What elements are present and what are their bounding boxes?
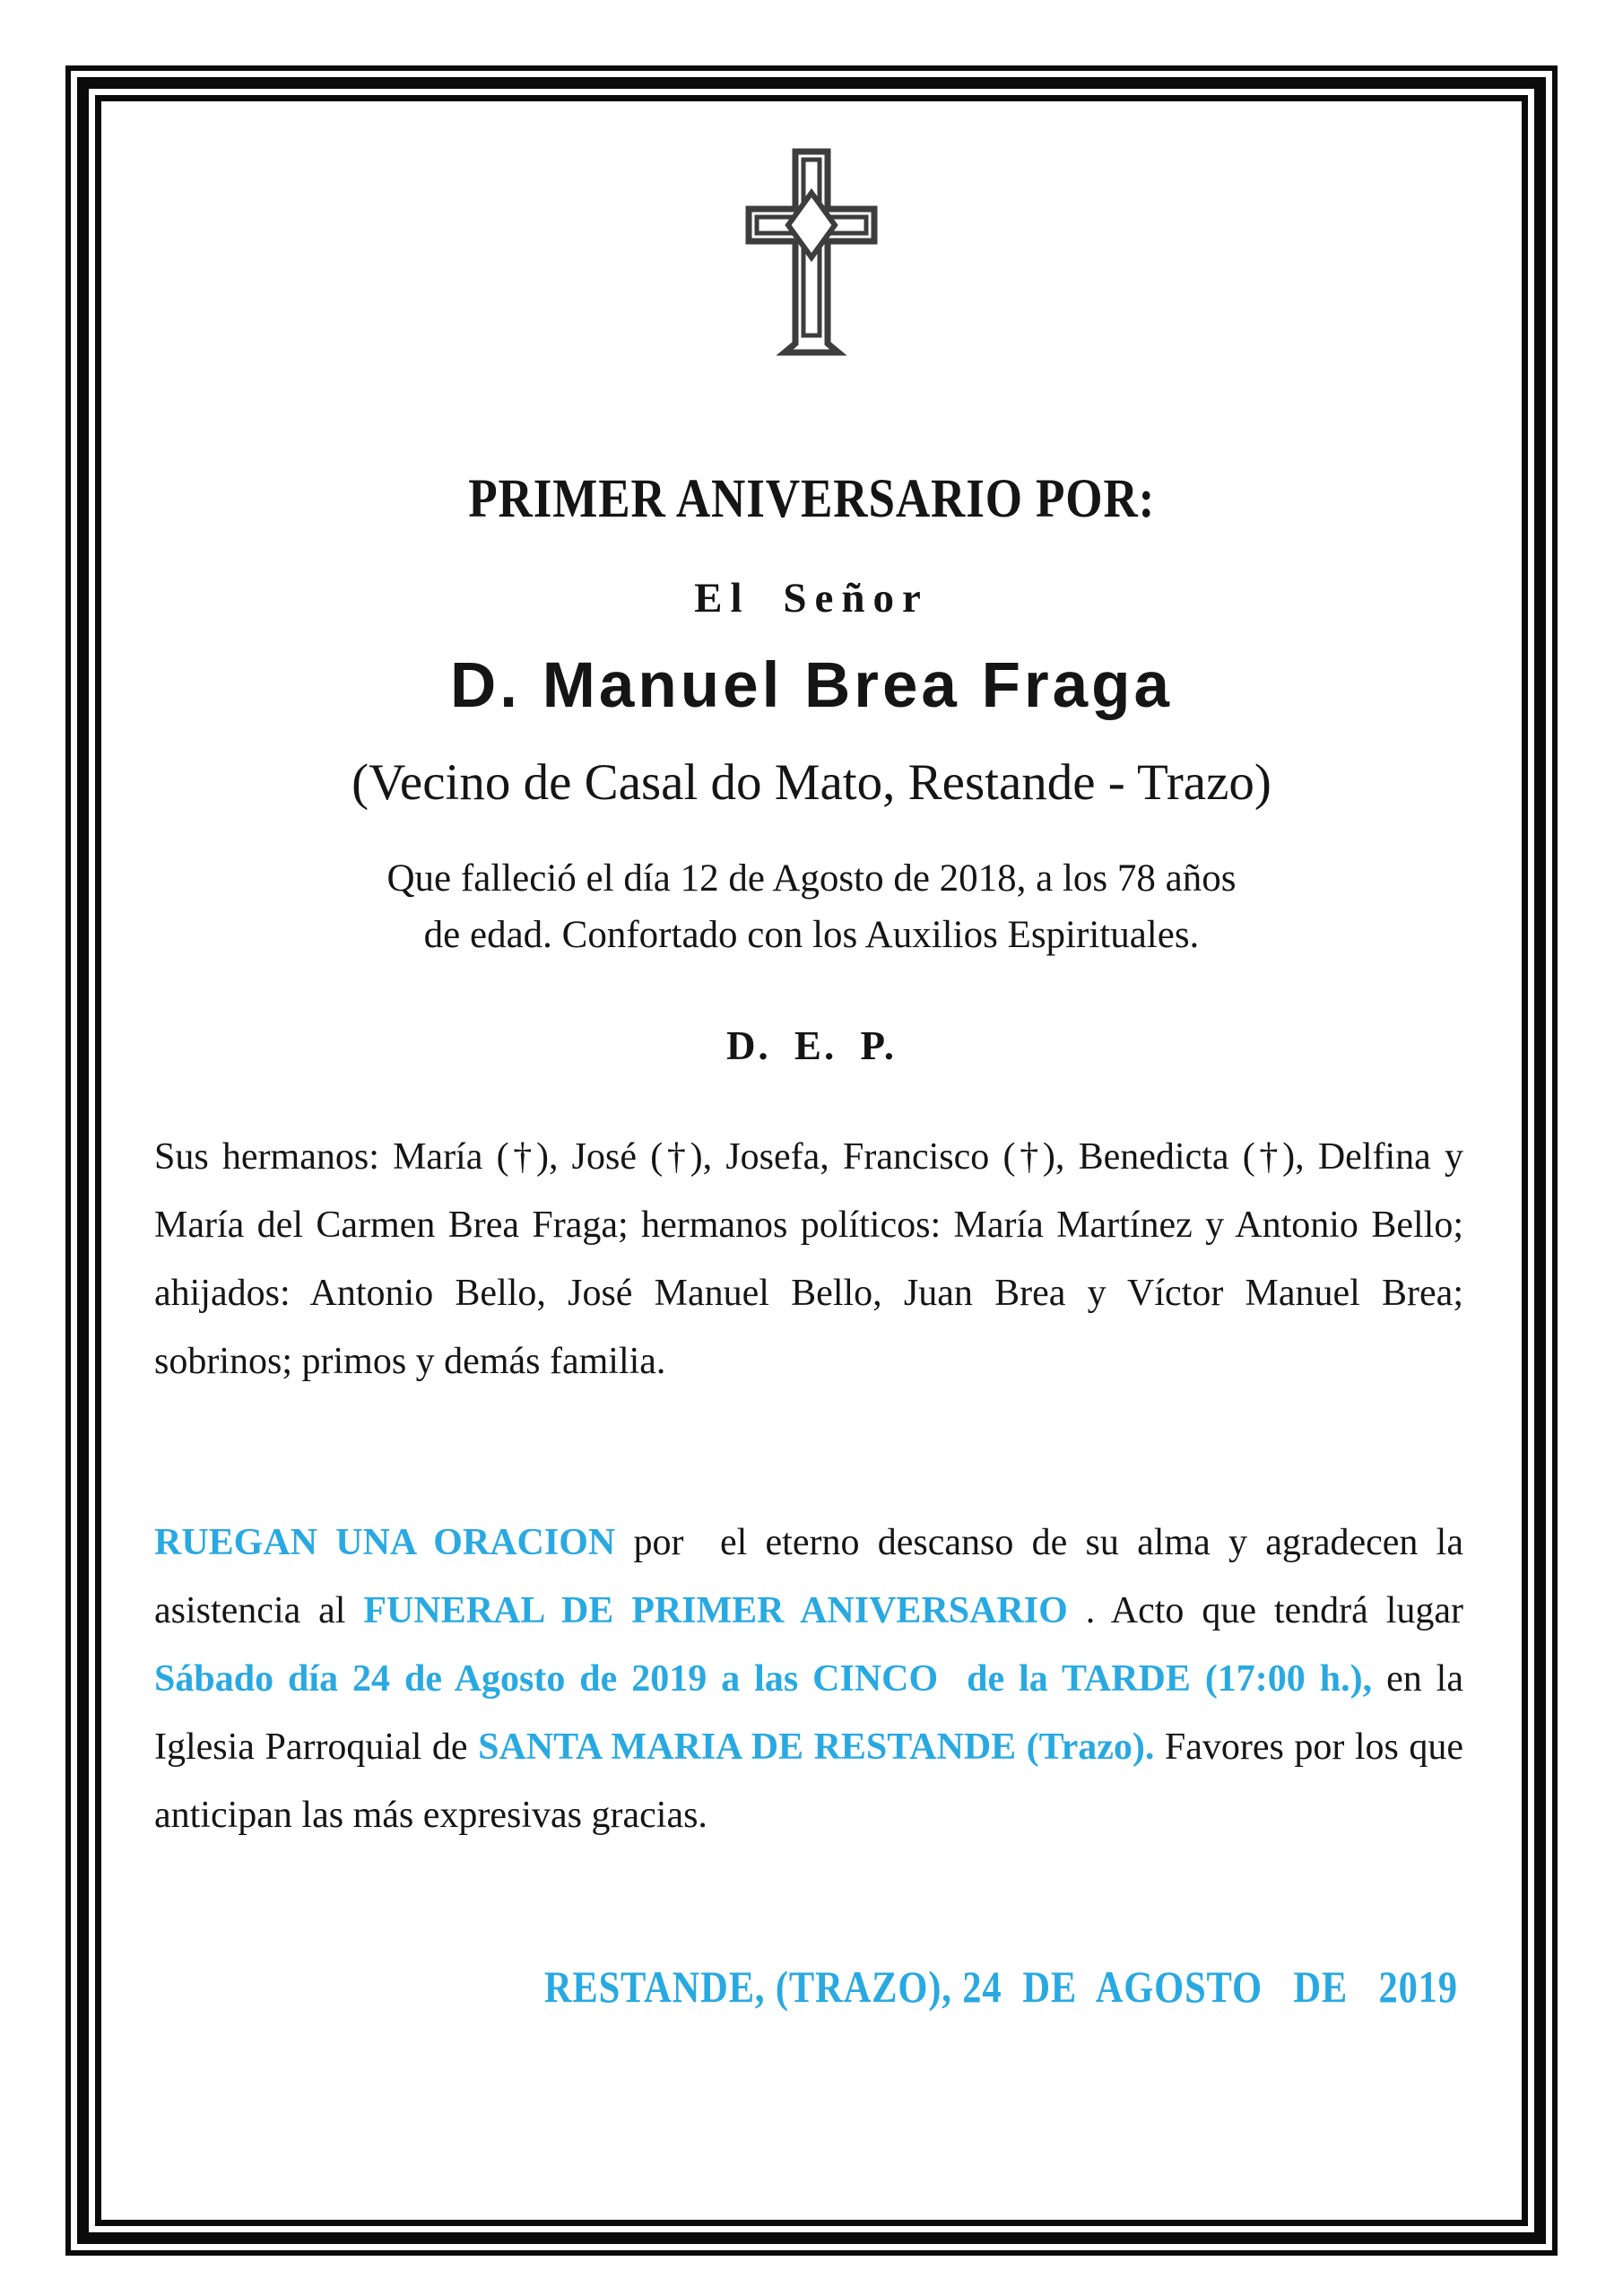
invitation-paragraph xyxy=(154,1509,1473,1849)
death-details xyxy=(0,850,1623,963)
residence-line: (Vecino de Casal do Mato, Restande - Trazo) xyxy=(352,754,1271,811)
accent-phrase: RUEGAN UNA ORACION xyxy=(154,1522,616,1563)
honorific-line: El Señor xyxy=(694,575,929,622)
anniversary-title-text: PRIMER ANIVERSARIO POR: xyxy=(468,469,1155,529)
accent-phrase: Sábado día 24 de Agosto de 2019 a las CINCO de la TARDE (17:00 h.), xyxy=(154,1658,1373,1700)
anniversary-title xyxy=(0,468,1623,531)
death-detail-line-2: de edad. Confortado con los Auxilios Espirituales. xyxy=(423,914,1200,956)
death-detail-line-1: Que falleció el día 12 de Agosto de 2018, a los 78 años xyxy=(386,857,1237,900)
family-paragraph: Sus hermanos: María (†), José (†), Josefa, Francisco (†), Benedicta (†), Delfina y María del Carmen Brea Fraga; hermanos políticos: María Martínez y Antonio Bello; ahijados: Antonio Bello, José Manuel Bello, Juan Brea y Víctor Manuel Brea; sobrinos; primos y demás familia. xyxy=(154,1136,1473,1382)
plain-phrase: . Acto que tendrá lugar xyxy=(1067,1590,1473,1631)
accent-phrase: FUNERAL DE PRIMER ANIVERSARIO xyxy=(363,1590,1068,1631)
accent-phrase: SANTA MARIA DE RESTANDE (Trazo). xyxy=(478,1726,1155,1768)
place-date-line xyxy=(154,1961,1458,2013)
cross-icon xyxy=(733,140,890,364)
place-date-text: RESTANDE, (TRAZO), 24 DE AGOSTO DE 2019 xyxy=(543,1961,1458,2012)
deceased-name: D. Manuel Brea Fraga xyxy=(450,650,1173,721)
plain-phrase: por el eterno descanso de su alma y agradecen la asistencia al xyxy=(154,1522,1473,1631)
plain-phrase: en la Iglesia Parroquial de xyxy=(154,1658,1473,1768)
plain-phrase: Favores por los que anticipan las más expresivas gracias. xyxy=(154,1726,1473,1836)
cross-emblem xyxy=(0,140,1623,369)
dep-abbreviation: D. E. P. xyxy=(725,1023,898,1068)
